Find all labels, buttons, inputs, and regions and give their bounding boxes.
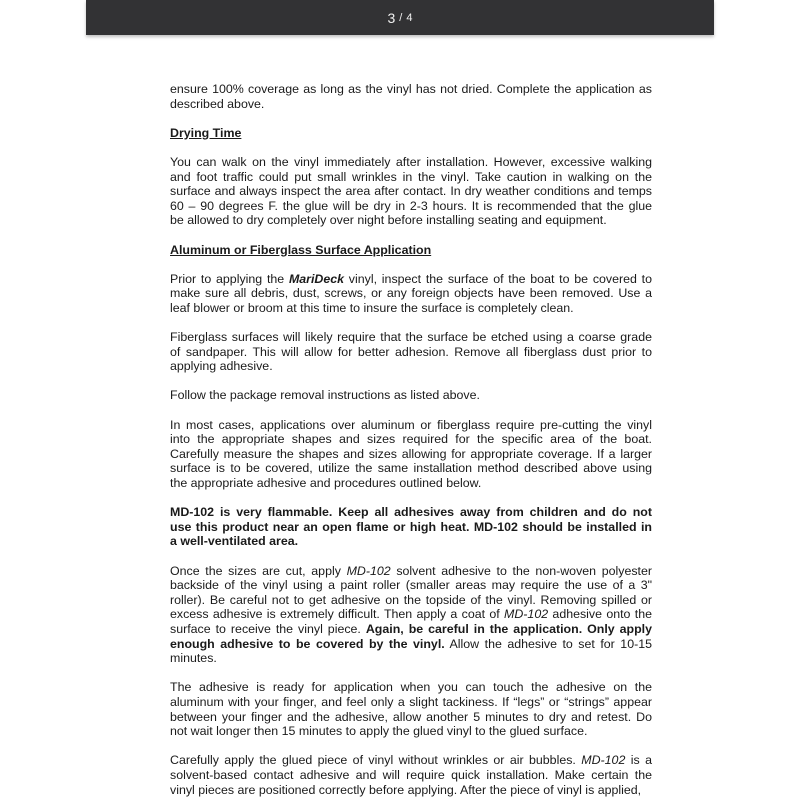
text-line xyxy=(170,505,652,520)
paragraph xyxy=(170,680,652,738)
emphasized-text: MD-102 xyxy=(504,607,549,622)
text-run: the appropriate adhesive and procedures outlined below. xyxy=(170,476,482,491)
text-line xyxy=(170,82,652,97)
section-heading xyxy=(170,243,652,258)
text-line xyxy=(170,170,652,185)
emphasized-text: use this product near an open flame or high heat. MD-102 should be installed in xyxy=(170,519,652,534)
text-line xyxy=(170,184,652,199)
text-line xyxy=(170,272,652,287)
emphasized-text: a well-ventilated area. xyxy=(170,534,299,549)
text-run: aluminum with your finger, and feel only a slight tackiness. If “legs” or “strings” appear xyxy=(170,694,652,709)
text-line xyxy=(170,330,652,345)
total-pages: 4 xyxy=(406,11,413,24)
text-line xyxy=(170,637,652,652)
text-run: minutes. xyxy=(170,651,217,666)
current-page-number[interactable]: 3 xyxy=(387,9,396,26)
text-line xyxy=(170,680,652,695)
text-line xyxy=(170,768,652,783)
text-line xyxy=(170,651,652,666)
text-run: Allow the adhesive to set for 10-15 xyxy=(444,636,652,651)
emphasized-text: Again, be careful in the application. Only apply xyxy=(365,621,652,636)
paragraph xyxy=(170,418,652,491)
text-run: leaf blower or broom at this time to insure the surface is completely clean. xyxy=(170,300,574,315)
text-line xyxy=(170,345,652,360)
paragraph xyxy=(170,272,652,316)
text-line xyxy=(170,622,652,637)
paragraph xyxy=(170,82,652,111)
paragraph xyxy=(170,505,652,549)
text-line xyxy=(170,213,652,228)
text-run: make sure all debris, dust, screws, or any foreign objects have been removed. Use a xyxy=(170,286,652,301)
text-line xyxy=(170,286,652,301)
text-run: The adhesive is ready for application when you can touch the adhesive on the xyxy=(170,680,652,695)
text-line xyxy=(170,520,652,535)
text-line xyxy=(170,724,652,739)
section-heading xyxy=(170,126,652,141)
text-run: is a xyxy=(625,753,652,768)
text-line xyxy=(170,564,652,579)
text-run: vinyl, inspect the surface of the boat to be covered to xyxy=(344,271,652,286)
text-run: roller). Be careful not to get adhesive on the topside of the vinyl. Removing spilled or xyxy=(170,592,652,607)
emphasized-text: MD-102 is very flammable. Keep all adhesives away from children and do not xyxy=(170,505,652,520)
text-run: and foot traffic could put small wrinkles in the vinyl. Take caution in walking on the xyxy=(170,169,652,184)
text-run: Carefully measure the shapes and sizes allowing for appropriate coverage. If a larger xyxy=(170,446,652,461)
emphasized-text: enough adhesive to be covered by the vinyl. xyxy=(170,636,445,651)
emphasized-text: MariDeck xyxy=(288,271,345,286)
emphasized-text: MD-102 xyxy=(346,563,391,578)
text-line xyxy=(170,578,652,593)
paragraph xyxy=(170,330,652,374)
text-run: surface to receive the vinyl piece. xyxy=(170,621,366,636)
text-run: ensure 100% coverage as long as the vinyl has not dried. Complete the application as xyxy=(170,82,652,96)
text-line xyxy=(170,461,652,476)
text-run: surface is to be covered, utilize the same installation method described above using xyxy=(170,461,652,476)
text-line xyxy=(170,607,652,622)
text-run: Prior to applying the xyxy=(170,271,289,286)
text-run: solvent adhesive to the non-woven polyester xyxy=(390,563,652,578)
text-run: 60 – 90 degrees F. the glue will be dry in 2-3 hours. It is recommended that the glue xyxy=(170,198,652,213)
heading-text: Drying Time xyxy=(170,125,242,140)
text-run: Follow the package removal instructions as listed above. xyxy=(170,388,480,403)
pdf-toolbar xyxy=(86,0,714,35)
text-line xyxy=(170,199,652,214)
text-run: You can walk on the vinyl immediately after installation. However, excessive walking xyxy=(170,154,652,169)
text-run: In most cases, applications over aluminum or fiberglass require pre-cutting the vinyl xyxy=(170,417,652,432)
text-line xyxy=(170,301,652,316)
document-page-content xyxy=(170,82,652,812)
text-line xyxy=(170,97,652,112)
text-run: between your finger and the adhesive, allow another 5 minutes to dry and retest. Do xyxy=(170,709,652,724)
text-run: Fiberglass surfaces will likely require that the surface be etched using a coarse grade xyxy=(170,330,652,345)
text-run: of sandpaper. This will allow for better adhesion. Remove all fiberglass dust prior to xyxy=(170,344,652,359)
text-run: solvent-based contact adhesive and will require quick installation. Make certain the xyxy=(170,767,652,782)
text-line xyxy=(170,155,652,170)
paragraph xyxy=(170,388,652,403)
text-run: vinyl pieces are positioned correctly before applying. After the piece of vinyl is applied, xyxy=(170,782,642,797)
text-line xyxy=(170,432,652,447)
text-line xyxy=(170,418,652,433)
text-run: Once the sizes are cut, apply xyxy=(170,563,347,578)
emphasized-text: MD-102 xyxy=(581,753,626,768)
text-line xyxy=(170,593,652,608)
text-line xyxy=(170,388,652,403)
paragraph xyxy=(170,564,652,666)
text-run: applying adhesive. xyxy=(170,359,273,374)
text-run: surface and always inspect the area after contact. In dry weather conditions and temps xyxy=(170,184,652,199)
text-line xyxy=(170,753,652,768)
text-run: be allowed to dry completely over night before installing seating and equipment. xyxy=(170,213,607,228)
text-line xyxy=(170,783,652,798)
paragraph xyxy=(170,155,652,228)
text-line xyxy=(170,447,652,462)
text-line xyxy=(170,476,652,491)
text-line xyxy=(170,534,652,549)
page-separator: / xyxy=(399,11,403,24)
heading-text: Aluminum or Fiberglass Surface Application xyxy=(170,242,432,257)
text-run: described above. xyxy=(170,96,265,111)
text-line xyxy=(170,359,652,374)
text-line xyxy=(170,695,652,710)
text-run: into the appropriate shapes and sizes required for the specific area of the boat. xyxy=(170,432,652,447)
text-run: not wait longer then 15 minutes to apply the glued vinyl to the glued surface. xyxy=(170,724,588,739)
text-run: Carefully apply the glued piece of vinyl without wrinkles or air bubbles. xyxy=(170,753,582,768)
text-run: adhesive onto the xyxy=(548,607,652,622)
text-line xyxy=(170,710,652,725)
text-run: backside of the vinyl using a paint roller (smaller areas may require the use of a 3" xyxy=(170,578,652,593)
paragraph xyxy=(170,753,652,797)
text-run: excess adhesive is extremely difficult. Then apply a coat of xyxy=(170,607,505,622)
